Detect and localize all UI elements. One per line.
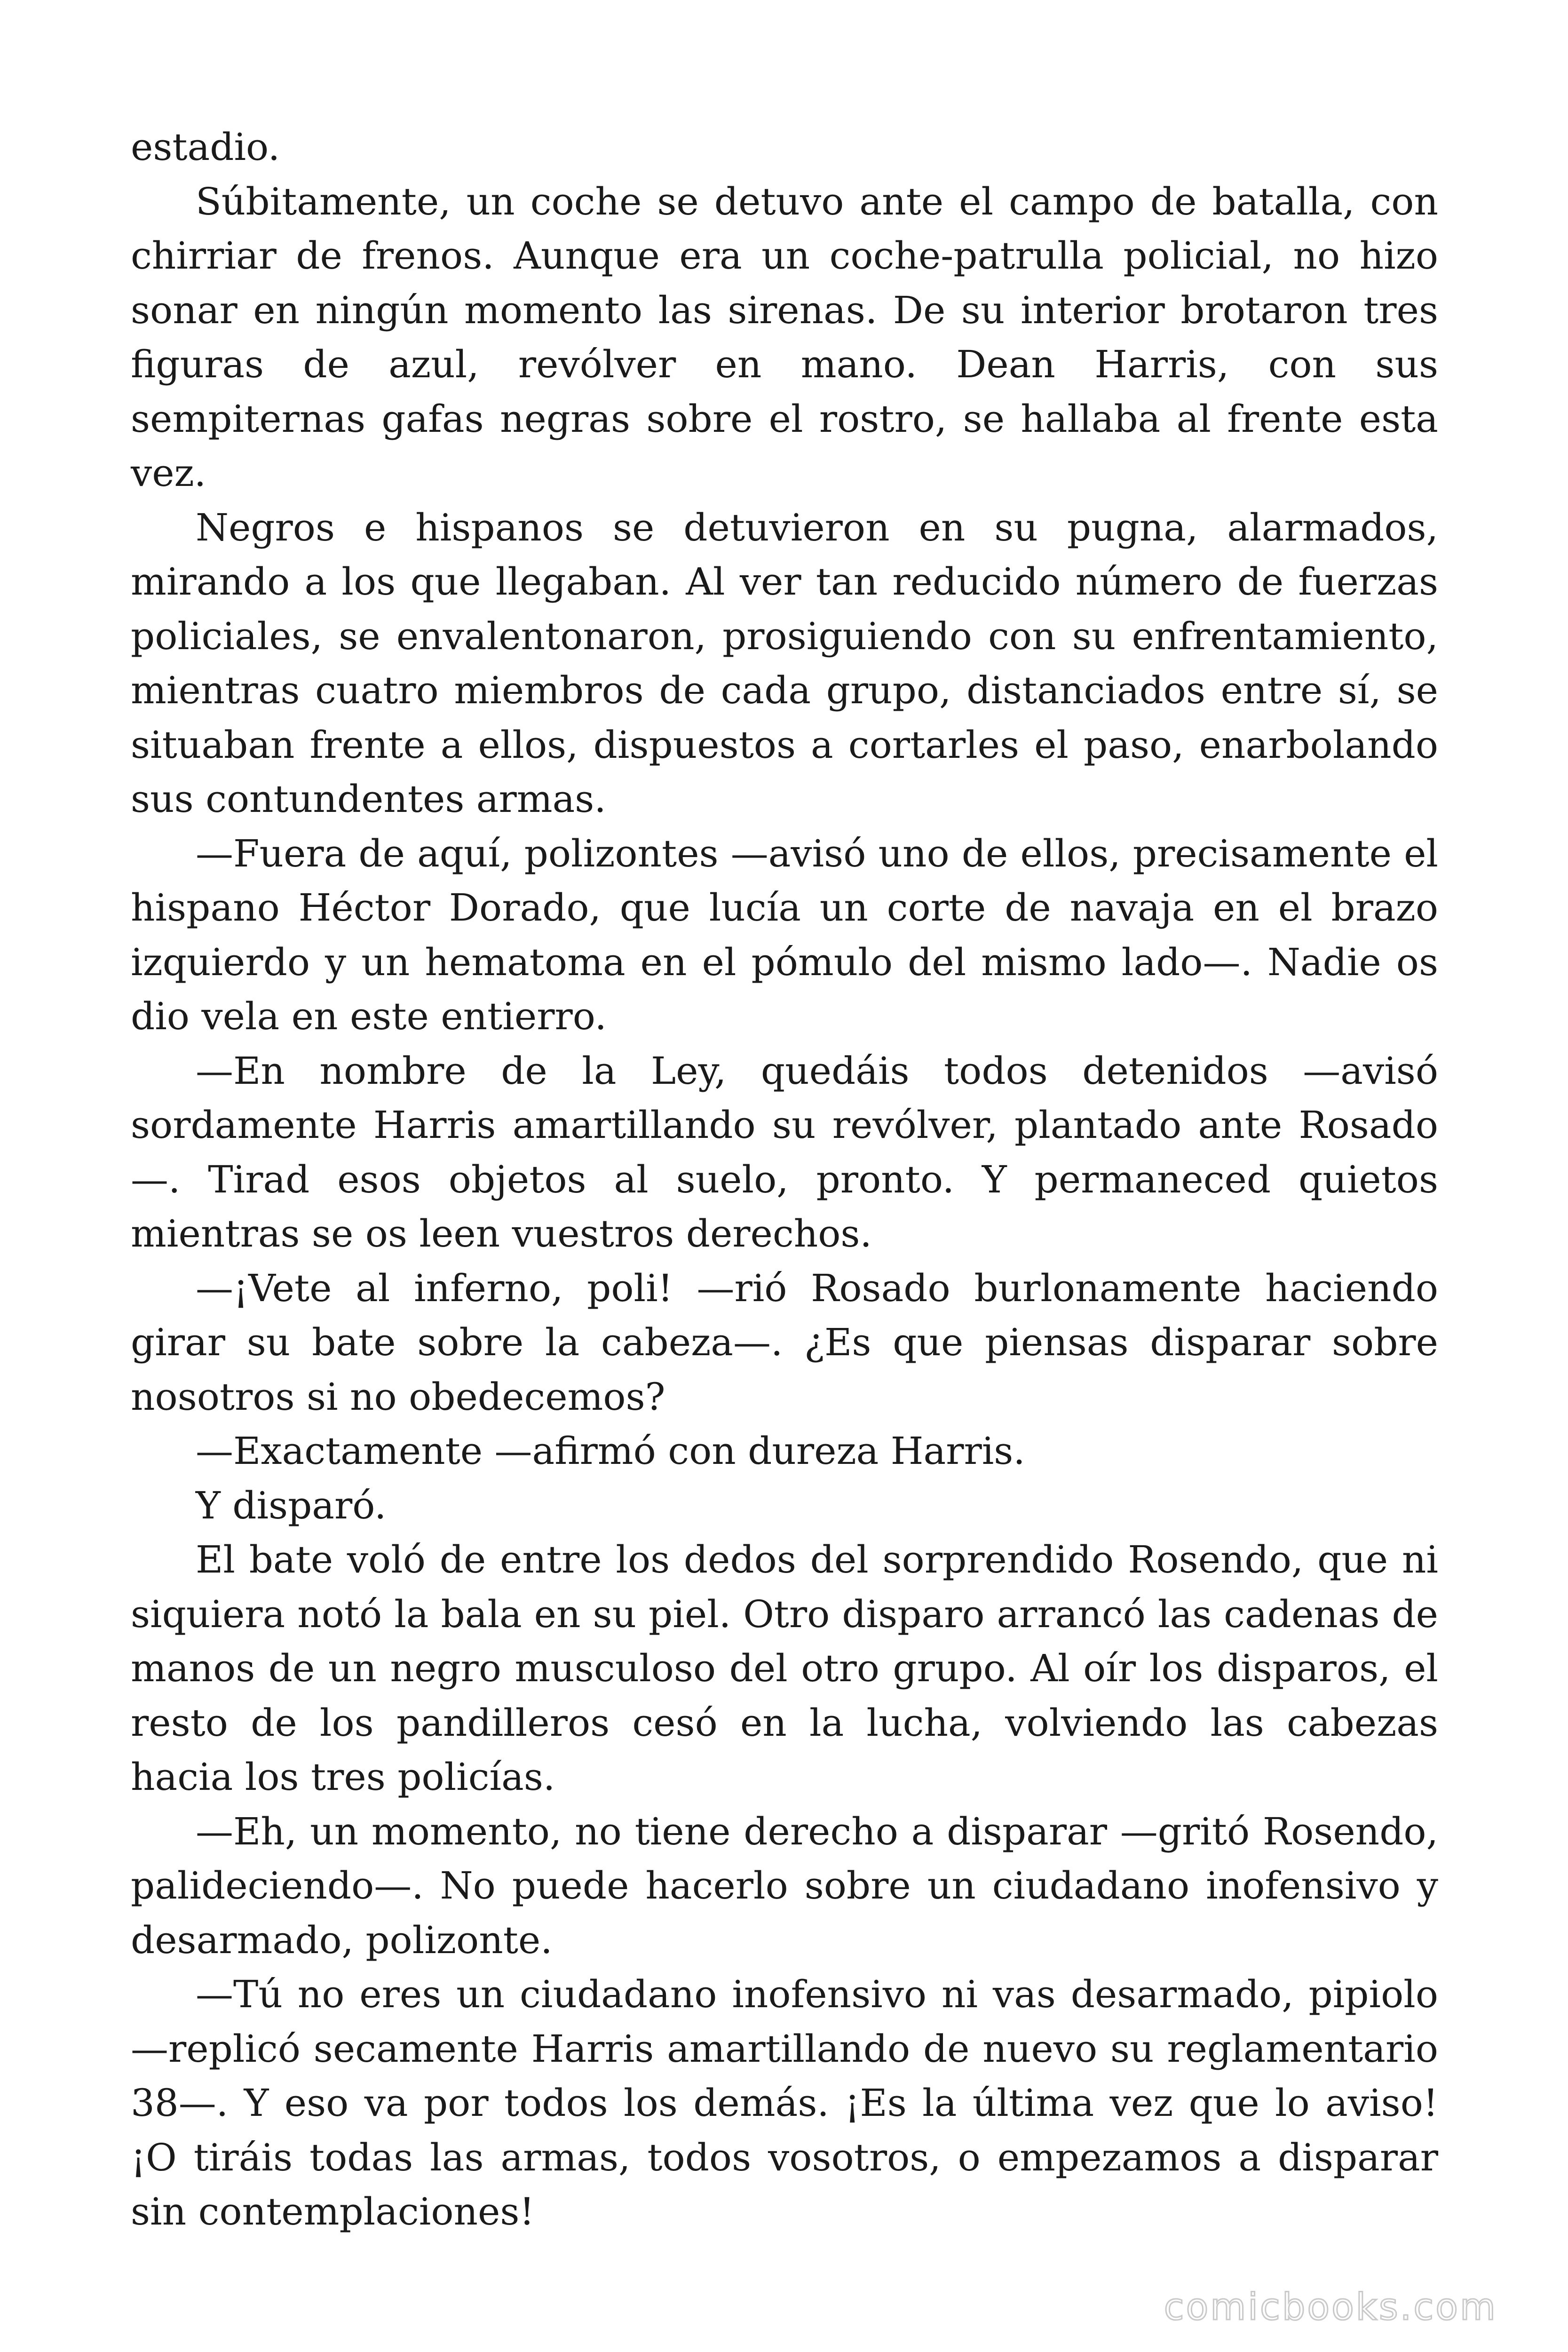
dialogue-paragraph: —Exactamente —afirmó con dureza Harris. [196,1429,1025,1473]
paragraph: Y disparó. [196,1483,387,1527]
paragraph: El bate voló de entre los dedos del sorprendido Rosendo, que ni siquiera notó la bala en su piel. Otro disparo arrancó las cadenas de manos de un negro musculoso del otro grupo. Al oír los disparos, el resto de los pandilleros cesó en la lucha, volviendo las cabezas hacia los tres policías. [131,1538,1438,1799]
dialogue-paragraph: —En nombre de la Ley, quedáis todos detenidos —avisó sordamente Harris amartillando su revólver, plantado ante Rosado —. Tirad esos objetos al suelo, pronto. Y permaneced quietos mientras se os leen vuestros derechos. [131,1049,1438,1255]
book-page-text [131,120,1438,2239]
paragraph: Negros e hispanos se detuvieron en su pugna, alarmados, mirando a los que llegaban. Al ver tan reducido número de fuerzas policiales, se envalentonaron, prosiguiendo con su enfrentamiento, mientras cuatro miembros de cada grupo, distanciados entre sí, se situaban frente a ellos, dispuestos a cortarles el paso, enarbolando sus contundentes armas. [131,505,1438,821]
dialogue-paragraph: —¡Vete al inferno, poli! —rió Rosado burlonamente haciendo girar su bate sobre la cabeza—. ¿Es que piensas disparar sobre nosotros si no obedecemos? [131,1266,1438,1419]
paragraph-continuation: estadio. [131,125,280,169]
dialogue-paragraph: —Fuera de aquí, polizontes —avisó uno de ellos, precisamente el hispano Héctor Dorado, que lucía un corte de navaja en el brazo izquierdo y un hematoma en el pómulo del mismo lado—. Nadie os dio vela en este entierro. [131,831,1438,1038]
dialogue-paragraph: —Tú no eres un ciudadano inofensivo ni vas desarmado, pipiolo —replicó secamente Harris amartillando de nuevo su reglamentario 38—. Y eso va por todos los demás. ¡Es la última vez que lo aviso! ¡O tiráis todas las armas, todos vosotros, o empezamos a disparar sin contemplaciones! [131,1972,1438,2233]
site-watermark: comicbooks.com [1164,2286,1497,2328]
dialogue-paragraph: —Eh, un momento, no tiene derecho a disparar —gritó Rosendo, palideciendo—. No puede hacerlo sobre un ciudadano inofensivo y desarmado, polizonte. [131,1809,1438,1962]
paragraph: Súbitamente, un coche se detuvo ante el campo de batalla, con chirriar de frenos. Aunque era un coche-patrulla policial, no hizo sonar en ningún momento las sirenas. De su interior brotaron tres figuras de azul, revólver en mano. Dean Harris, con sus sempiternas gafas negras sobre el rostro, se hallaba al frente esta vez. [131,179,1438,495]
